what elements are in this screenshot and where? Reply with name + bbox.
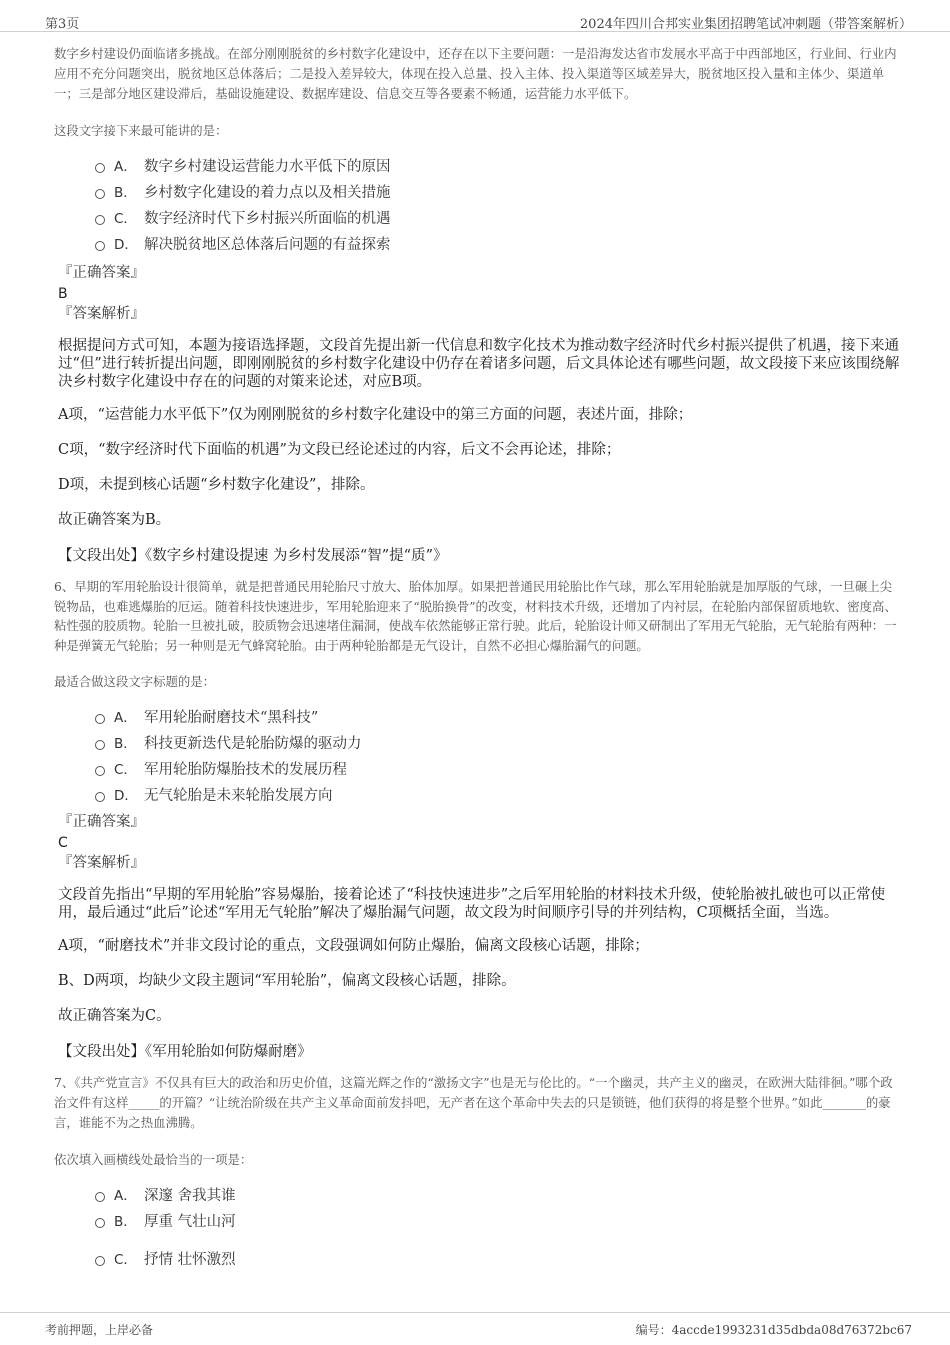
radio-icon[interactable]: [95, 163, 105, 173]
q5-analysis-5: 故正确答案为B。: [58, 512, 171, 528]
document-title: 2024年四川合邦实业集团招聘笔试冲刺题（带答案解析）: [579, 17, 912, 32]
q6-answer: C: [58, 835, 68, 852]
radio-icon[interactable]: [95, 740, 105, 750]
q5-option-d[interactable]: D． 解决脱贫地区总体落后问题的有益探索: [54, 230, 904, 256]
q5-source: 【文段出处】《数字乡村建设提速 为乡村发展添“智”提“质”》: [58, 548, 448, 564]
page-number: 第3页: [45, 17, 80, 32]
q7-passage: 7、《共产党宣言》不仅具有巨大的政治和历史价值，这篇光辉之作的“激扬文字”也是无与伦比的。“一个幽灵，共产主义的幽灵，在欧洲大陆徘徊。”哪个政治文件有这样_____的开篇？“让统治阶级在共产主义革命面前发抖吧，无产者在这个革命中失去的只是锁链，他们获得的将是整个世界。”如此_______的豪言，谁能不为之热血沸腾。: [54, 1075, 893, 1131]
q7-option-c[interactable]: C． 抒情 壮怀激烈: [54, 1245, 904, 1271]
q6-prompt: 最适合做这段文字标题的是：: [54, 674, 216, 690]
q6-option-b[interactable]: B． 科技更新迭代是轮胎防爆的驱动力: [54, 729, 904, 755]
q7-options: [54, 1181, 904, 1271]
radio-icon[interactable]: [95, 1256, 105, 1266]
q6-option-a[interactable]: A． 军用轮胎耐磨技术“黑科技”: [54, 703, 904, 729]
q5-answer-label: 『正确答案』: [58, 265, 145, 281]
q5-analysis-3: C项，“数字经济时代下面临的机遇”为文段已经论述过的内容，后文不会再论述，排除；: [58, 442, 621, 458]
q6-analysis-1: 文段首先指出“早期的军用轮胎”容易爆胎，接着论述了“科技快速进步”之后军用轮胎的材料技术升级，使轮胎被扎破也可以正常使用，最后通过“此后”论述“军用无气轮胎”解决了爆胎漏气问题，故文段为时间顺序引导的并列结构，C项概括全面，当选。: [58, 887, 886, 922]
q7-option-b[interactable]: B． 厚重 气壮山河: [54, 1207, 904, 1233]
q6-answer-label: 『正确答案』: [58, 814, 145, 831]
q5-analysis-2: A项，“运营能力水平低下”仅为刚刚脱贫的乡村数字化建设中的第三方面的问题，表述片面，排除；: [58, 407, 693, 423]
q5-options: [54, 152, 904, 256]
radio-icon[interactable]: [95, 766, 105, 776]
radio-icon[interactable]: [95, 792, 105, 802]
q5-option-a[interactable]: A． 数字乡村建设运营能力水平低下的原因: [54, 152, 904, 178]
q5-passage: 数字乡村建设仍面临诸多挑战。在部分刚刚脱贫的乡村数字化建设中，还存在以下主要问题：一是沿海发达省市发展水平高于中西部地区，行业间、行业内应用不充分问题突出，脱贫地区总体落后；二是投入差异较大，体现在投入总量、投入主体、投入渠道等区域差异大，脱贫地区投入量和主体少、渠道单一；三是部分地区建设滞后，基础设施建设、数据库建设、信息交互等各要素不畅通，运营能力水平低下。: [54, 46, 897, 101]
q6-analysis-label: 『答案解析』: [58, 855, 145, 872]
radio-icon[interactable]: [95, 1192, 105, 1202]
radio-icon[interactable]: [95, 241, 105, 251]
q5-option-b[interactable]: B． 乡村数字化建设的着力点以及相关措施: [54, 178, 904, 204]
footer-slogan: 考前押题，上岸必备: [45, 1323, 154, 1337]
page-footer: [0, 1312, 950, 1345]
q5-answer: B: [58, 286, 68, 302]
document-id: 编号：4accde1993231d35dbda08d76372bc67: [635, 1323, 912, 1337]
q5-prompt: 这段文字接下来最可能讲的是：: [54, 123, 228, 138]
q7-option-a[interactable]: A． 深邃 舍我其谁: [54, 1181, 904, 1207]
q5-option-c[interactable]: C． 数字经济时代下乡村振兴所面临的机遇: [54, 204, 904, 230]
radio-icon[interactable]: [95, 714, 105, 724]
q6-passage: 6、早期的军用轮胎设计很简单，就是把普通民用轮胎尺寸放大、胎体加厚。如果把普通民用轮胎比作气球，那么军用轮胎就是加厚版的气球，一旦碾上尖锐物品，也难逃爆胎的厄运。随着科技快速进步，军用轮胎迎来了“脱胎换骨”的改变，材料技术升级，还增加了内衬层，在轮胎内部保留质地软、密度高、粘性强的胶质物。轮胎一旦被扎破，胶质物会迅速堵住漏洞，使战车依然能够正常行驶。此后，轮胎设计师又研制出了军用无气轮胎，无气轮胎有两种：一种是弹簧无气轮胎；另一种则是无气蜂窝轮胎。由于两种轮胎都是无气设计，自然不必担心爆胎漏气的问题。: [54, 579, 897, 653]
page-header: [0, 0, 950, 32]
q5-analysis-1: 根据提问方式可知，本题为接语选择题，文段首先提出新一代信息和数字化技术为推动数字经济时代乡村振兴提供了机遇，接下来通过“但”进行转折提出问题，即刚刚脱贫的乡村数字化建设中仍存在着诸多问题，后文具体论述有哪些问题，故文段接下来应该围绕解决乡村数字化建设中存在的问题的对策来论述，对应B项。: [58, 338, 900, 390]
q6-analysis-3: B、D两项，均缺少文段主题词“军用轮胎”，偏离文段核心话题，排除。: [58, 973, 516, 990]
q6-options: [54, 703, 904, 807]
radio-icon[interactable]: [95, 215, 105, 225]
q6-option-d[interactable]: D． 无气轮胎是未来轮胎发展方向: [54, 781, 904, 807]
page-content: [54, 44, 904, 1271]
q5-analysis-4: D项，未提到核心话题“乡村数字化建设”，排除。: [58, 477, 375, 493]
q7-prompt: 依次填入画横线处最恰当的一项是：: [54, 1152, 253, 1168]
q6-analysis-4: 故正确答案为C。: [58, 1008, 171, 1025]
q6-source: 【文段出处】《军用轮胎如何防爆耐磨》: [58, 1044, 312, 1061]
radio-icon[interactable]: [95, 189, 105, 199]
q5-analysis-label: 『答案解析』: [58, 306, 145, 322]
q6-analysis-2: A项，“耐磨技术”并非文段讨论的重点，文段强调如何防止爆胎，偏离文段核心话题，排除；: [58, 938, 649, 955]
radio-icon[interactable]: [95, 1218, 105, 1228]
q6-option-c[interactable]: C． 军用轮胎防爆胎技术的发展历程: [54, 755, 904, 781]
